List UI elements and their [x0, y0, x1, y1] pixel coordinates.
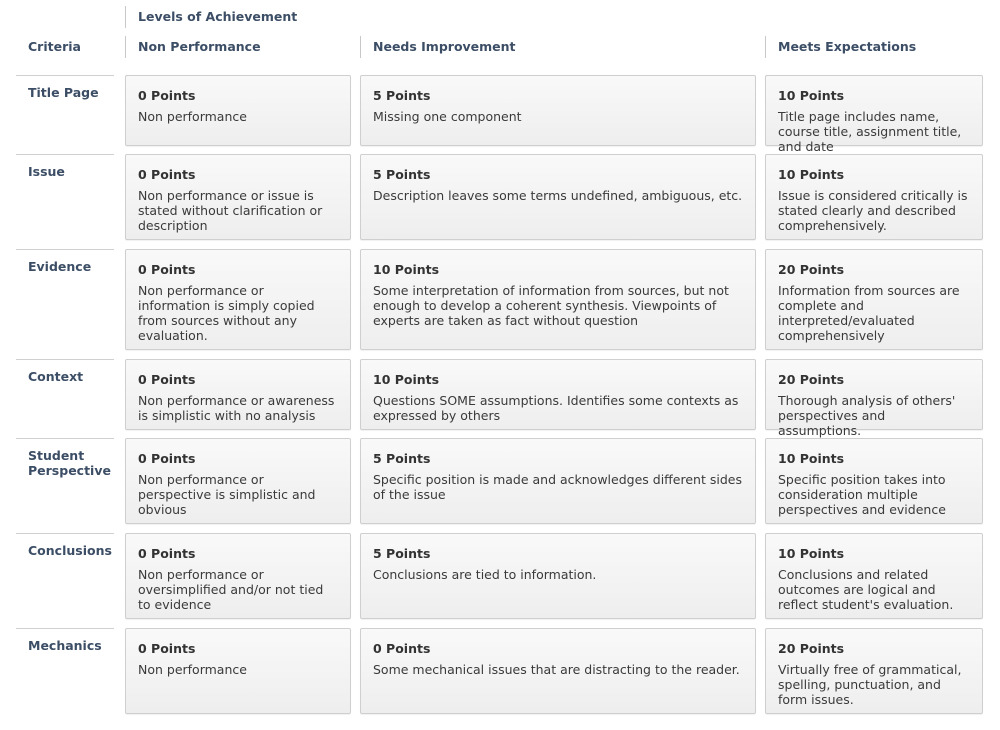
cell-description: Issue is considered critically is stated clearly and described comprehensively. — [778, 188, 968, 233]
levels-of-achievement-header: Levels of Achievement — [125, 6, 297, 28]
criterion-label: Title Page — [28, 85, 99, 100]
cell-points: 20 Points — [778, 262, 845, 277]
cell-points: 0 Points — [373, 641, 431, 656]
cell-description: Description leaves some terms undefined, ambiguous, etc. — [373, 188, 743, 203]
criterion-label: Context — [28, 369, 84, 384]
criterion-label: Mechanics — [28, 638, 102, 653]
rubric-cell[interactable] — [125, 75, 351, 146]
cell-description: Thorough analysis of others' perspectives and assumptions. — [778, 393, 956, 438]
criterion-label: Student Perspective — [28, 448, 111, 478]
cell-points: 0 Points — [138, 451, 196, 466]
rubric-cell[interactable] — [765, 249, 983, 350]
rubric-cell[interactable] — [360, 359, 756, 430]
cell-points: 10 Points — [373, 262, 440, 277]
rubric-cell[interactable] — [360, 154, 756, 240]
cell-description: Non performance — [138, 662, 247, 677]
cell-description: Conclusions and related outcomes are logical and reflect student's evaluation. — [778, 567, 954, 612]
cell-points: 0 Points — [138, 262, 196, 277]
cell-points: 10 Points — [778, 546, 845, 561]
cell-description: Non performance or information is simply copied from sources without any evaluation. — [138, 283, 315, 343]
rubric-cell[interactable] — [765, 628, 983, 714]
cell-points: 0 Points — [138, 641, 196, 656]
rubric-cell[interactable] — [125, 628, 351, 714]
rubric-cell[interactable] — [125, 533, 351, 619]
rubric-cell[interactable] — [765, 533, 983, 619]
cell-points: 5 Points — [373, 88, 431, 103]
cell-points: 10 Points — [778, 167, 845, 182]
cell-description: Missing one component — [373, 109, 522, 124]
cell-points: 20 Points — [778, 641, 845, 656]
rubric-row-title-page — [0, 75, 1000, 154]
level-header-needs-improvement: Needs Improvement — [360, 36, 516, 58]
rubric-cell[interactable] — [125, 249, 351, 350]
rubric-cell[interactable] — [360, 438, 756, 524]
cell-points: 0 Points — [138, 546, 196, 561]
cell-description: Non performance or oversimplified and/or not tied to evidence — [138, 567, 324, 612]
rubric-cell[interactable] — [125, 154, 351, 240]
cell-points: 20 Points — [778, 372, 845, 387]
rubric-cell[interactable] — [765, 438, 983, 524]
rubric-cell[interactable] — [360, 75, 756, 146]
cell-description: Information from sources are complete and interpreted/evaluated comprehensively — [778, 283, 960, 343]
rubric-cell[interactable] — [765, 75, 983, 154]
rubric-row-mechanics — [0, 628, 1000, 714]
criterion-label: Conclusions — [28, 543, 112, 558]
cell-points: 5 Points — [373, 451, 431, 466]
row-divider — [16, 628, 114, 629]
cell-description: Non performance or awareness is simplistic with no analysis — [138, 393, 335, 423]
row-divider — [16, 249, 114, 250]
rubric-cell[interactable] — [360, 533, 756, 619]
cell-description: Some mechanical issues that are distracting to the reader. — [373, 662, 740, 677]
cell-points: 5 Points — [373, 167, 431, 182]
rubric-cell[interactable] — [125, 438, 351, 524]
rubric-row-context — [0, 359, 1000, 438]
cell-description: Non performance or issue is stated without clarification or description — [138, 188, 323, 233]
criteria-column-header: Criteria — [28, 39, 81, 54]
row-divider — [16, 359, 114, 360]
cell-points: 0 Points — [138, 167, 196, 182]
cell-points: 10 Points — [373, 372, 440, 387]
rubric-cell[interactable] — [125, 359, 351, 430]
cell-description: Conclusions are tied to information. — [373, 567, 597, 582]
row-divider — [16, 75, 114, 76]
rubric-cell[interactable] — [360, 628, 756, 714]
row-divider — [16, 438, 114, 439]
cell-points: 0 Points — [138, 372, 196, 387]
rubric-row-evidence — [0, 249, 1000, 350]
cell-points: 0 Points — [138, 88, 196, 103]
rubric-row-conclusions — [0, 533, 1000, 619]
criterion-label: Evidence — [28, 259, 92, 274]
criterion-label: Issue — [28, 164, 65, 179]
rubric-cell[interactable] — [765, 359, 983, 438]
rubric-row-issue — [0, 154, 1000, 240]
cell-description: Specific position is made and acknowledges different sides of the issue — [373, 472, 742, 502]
rubric-cell[interactable] — [765, 154, 983, 240]
level-header-meets-expectations: Meets Expectations — [765, 36, 916, 58]
cell-description: Virtually free of grammatical, spelling, punctuation, and form issues. — [778, 662, 962, 707]
cell-description: Questions SOME assumptions. Identifies some contexts as expressed by others — [373, 393, 739, 423]
cell-description: Some interpretation of information from sources, but not enough to develop a coherent synthesis. Viewpoints of experts are taken as fact without question — [373, 283, 729, 328]
cell-description: Specific position takes into consideration multiple perspectives and evidence — [778, 472, 946, 517]
rubric-cell[interactable] — [360, 249, 756, 350]
cell-points: 10 Points — [778, 88, 845, 103]
row-divider — [16, 154, 114, 155]
level-header-non-performance: Non Performance — [125, 36, 261, 58]
cell-description: Non performance or perspective is simplistic and obvious — [138, 472, 316, 517]
row-divider — [16, 533, 114, 534]
cell-points: 5 Points — [373, 546, 431, 561]
rubric-row-student-perspective — [0, 438, 1000, 524]
cell-description: Title page includes name, course title, assignment title, and date — [778, 109, 962, 154]
cell-points: 10 Points — [778, 451, 845, 466]
cell-description: Non performance — [138, 109, 247, 124]
